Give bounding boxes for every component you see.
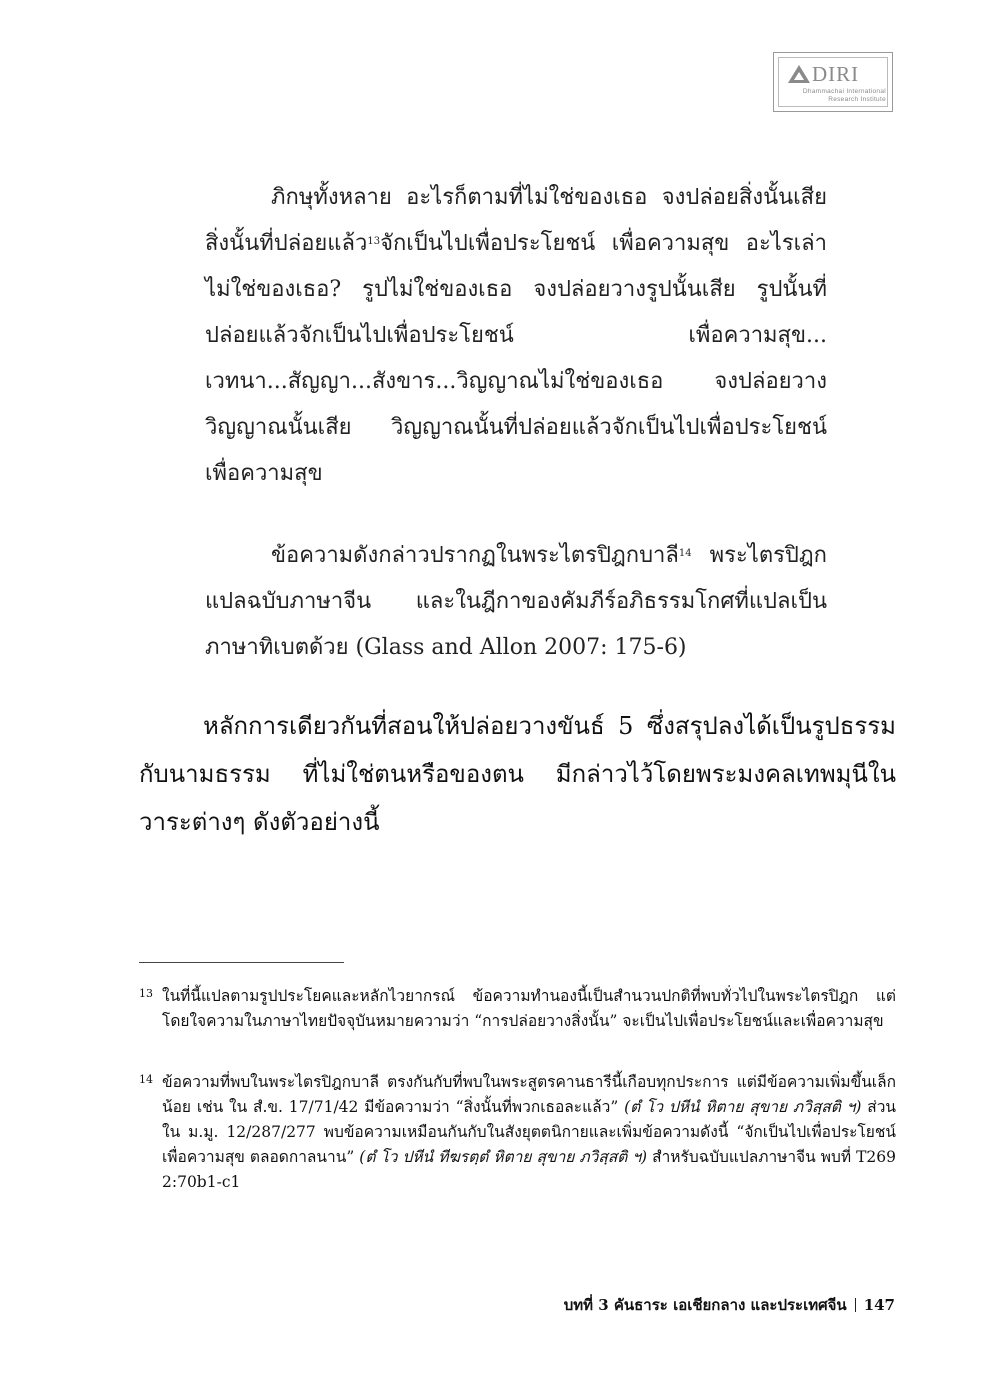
footnote-text-part: สำหรับฉบับแปลภาษาจีน พบที่ T269 2:70b1-c1 xyxy=(162,1148,897,1191)
main-paragraph xyxy=(139,702,896,846)
footnote-number: 13 xyxy=(139,987,153,1000)
footnote-divider xyxy=(139,962,344,963)
footnote-ref-14[interactable]: 14 xyxy=(678,548,692,559)
logo-name: DIRI xyxy=(812,62,860,86)
logo-triangle-icon xyxy=(788,65,810,83)
footnote-ref-13[interactable]: 13 xyxy=(367,236,381,247)
footnote-text-part: ข้อความที่พบในพระไตรปิฎกบาลี ตรงกันกับที่พบในพระสูตรคานธารีนี้เกือบทุกประการ แต่มีข้อความเพิ่มขึ้นเล็กน้อย เช่น ใน สํ.ข. 17/71/42 มีข้อความว่า “สิ่งนั้นที่พวกเธอละแล้ว” xyxy=(162,1073,896,1116)
chapter-title: บทที่ 3 คันธาระ เอเชียกลาง และประเทศจีน xyxy=(563,1296,847,1314)
main-text: หลักการเดียวกันที่สอนให้ปล่อยวางขันธ์ 5 ซึ่งสรุปลงได้เป็นรูปธรรมกับนามธรรม ที่ไม่ใช่ตนหรือของตน มีกล่าวไว้โดยพระมงคลเทพมุนีในวาระต่างๆ ดังตัวอย่างนี้ xyxy=(139,712,896,836)
footer-separator xyxy=(855,1298,856,1312)
diri-logo xyxy=(773,52,893,112)
footnote-text: ในที่นี้แปลตามรูปประโยคและหลักไวยากรณ์ ข้อความทำนองนี้เป็นสำนวนปกติที่พบทั่วไปในพระไตรปิฎก แต่โดยใจความในภาษาไทยปัจจุบันหมายความว่า “การปล่อยวางสิ่งนั้น” จะเป็นไปเพื่อประโยชน์และเพื่อความสุข xyxy=(162,987,896,1030)
footnote-13 xyxy=(139,984,896,1034)
quote-paragraph-2 xyxy=(205,533,827,671)
logo-subtitle-2: Research Institute xyxy=(828,96,886,103)
footnote-number: 14 xyxy=(139,1073,153,1086)
footnote-text xyxy=(162,1070,896,1195)
quote1-text-b: จักเป็นไปเพื่อประโยชน์ เพื่อความสุข อะไรเล่าไม่ใช่ของเธอ? รูปไม่ใช่ของเธอ จงปล่อยวางรูปนั้นเสีย รูปนั้นที่ปล่อยแล้วจักเป็นไปเพื่อประโยชน์ เพื่อความสุข... เวทนา...สัญญา...สังขาร...วิญญาณไม่ใช่ของเธอ จงปล่อยวางวิญญาณนั้นเสีย วิญญาณนั้นที่ปล่อยแล้วจักเป็นไปเพื่อประโยชน์ เพื่อความสุข xyxy=(205,231,827,486)
page-footer xyxy=(564,1293,895,1317)
pali-quote-italic: (ตํ โว ปหีนํ หิตาย สุขาย ภวิสฺสติ ฯ) xyxy=(624,1098,862,1116)
quote1-text-a: ภิกษุทั้งหลาย อะไรก็ตามที่ไม่ใช่ของเธอ จงปล่อยสิ่งนั้นเสีย สิ่งนั้นที่ปล่อยแล้ว xyxy=(205,185,827,256)
quote2-text-a: ข้อความดังกล่าวปรากฏในพระไตรปิฎกบาลี xyxy=(271,543,679,568)
footnote-14 xyxy=(139,1070,896,1195)
page-number: 147 xyxy=(863,1296,895,1314)
quote-paragraph-1 xyxy=(205,175,827,497)
pali-quote-italic: (ตํ โว ปหีนํ ทีฆรตฺตํ หิตาย สุขาย ภวิสฺสติ ฯ) xyxy=(359,1148,648,1166)
quote2-text-b: พระไตรปิฎกแปลฉบับภาษาจีน และในฎีกาของคัมภีร์อภิธรรมโกศที่แปลเป็นภาษาทิเบตด้วย (Glass and Allon 2007: 175-6) xyxy=(205,543,827,660)
footnote-text-part: ส่วนใน ม.มู. 12/287/277 พบข้อความเหมือนกันกับในสังยุตตนิกายและเพิ่มข้อความดังนี้ “จักเป็นไปเพื่อประโยชน์ เพื่อความสุข ตลอดกาลนาน” xyxy=(162,1098,896,1166)
logo-subtitle-1: Dhammachai International xyxy=(802,88,886,95)
